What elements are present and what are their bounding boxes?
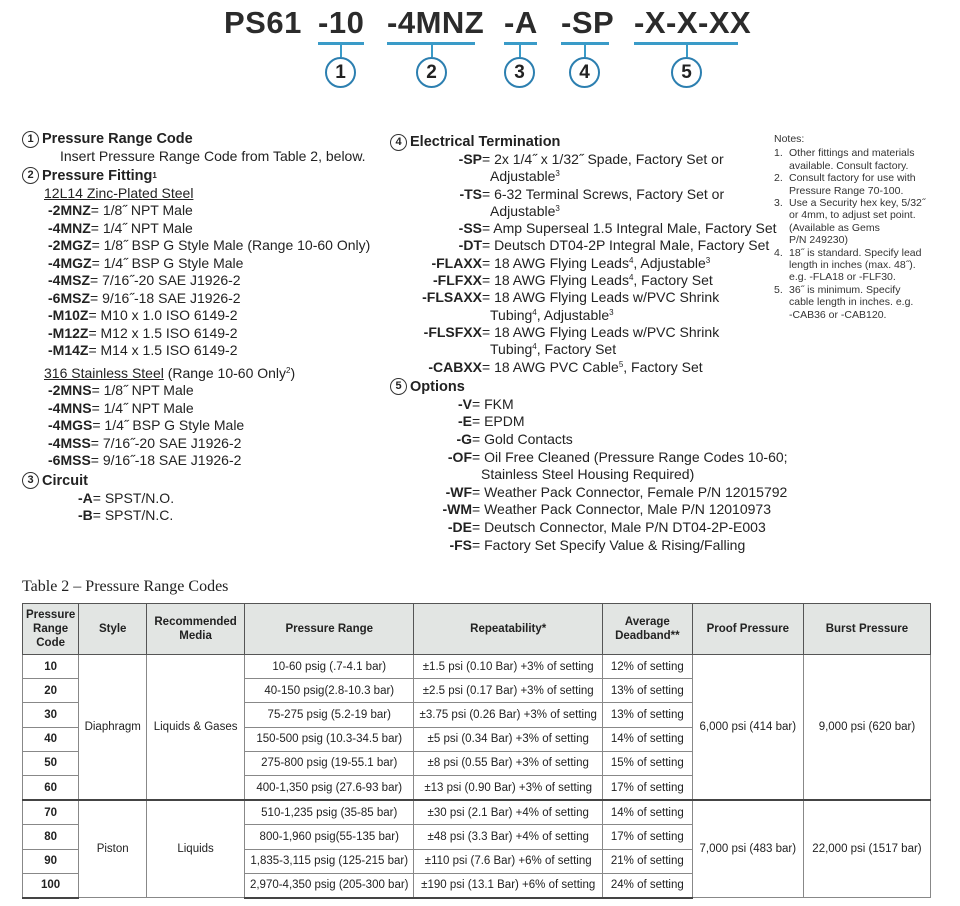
segment-number-circle-4: 4 <box>569 57 600 88</box>
item-code: -A <box>78 489 93 506</box>
cell-deadband: 15% of setting <box>602 751 692 775</box>
fitting-item <box>22 507 382 525</box>
part-number-segment-4: -SP <box>561 5 615 40</box>
cell-deadband: 17% of setting <box>602 825 692 849</box>
note-text <box>789 247 922 284</box>
option-item <box>390 537 770 555</box>
part-number-segment-2: -4MNZ <box>387 5 485 40</box>
spacer <box>390 466 472 484</box>
segment-connector-2 <box>431 44 433 57</box>
item-desc: = Weather Pack Connector, Female P/N 12015792 <box>472 483 788 500</box>
cell-code: 30 <box>23 703 79 727</box>
item-code: -FLSFXX <box>423 323 482 340</box>
section-pressure-fitting-heading: 2 Pressure Fitting 1 <box>22 167 382 185</box>
cell-pressure-range: 275-800 psig (19-55.1 bar) <box>245 751 414 775</box>
segment-number-circle-1: 1 <box>325 57 356 88</box>
cell-deadband: 14% of setting <box>602 727 692 751</box>
item-code: -DE <box>447 519 472 536</box>
note-line: P/N 249230) <box>789 234 848 247</box>
note-line: length in inches (max. 48˝). <box>789 259 916 272</box>
cell-pressure-range: 75-275 psig (5.2-19 bar) <box>245 703 414 727</box>
item-desc-end: , Adjustable <box>633 254 706 271</box>
cell-deadband: 13% of setting <box>602 703 692 727</box>
note-line: available. Consult factory. <box>789 159 909 172</box>
fitting-item <box>22 342 382 360</box>
item-desc <box>482 237 769 254</box>
header-deadband: Average Deadband** <box>602 604 692 655</box>
note-number: 4. <box>774 246 783 259</box>
cell-code: 20 <box>23 679 79 703</box>
part-number-segment-3: -A <box>504 5 538 40</box>
cell-pressure-range: 1,835-3,115 psig (125-215 bar) <box>245 849 414 873</box>
item-cont-end: , Adjustable <box>536 306 610 323</box>
note-number: 2. <box>774 172 783 185</box>
section-number-circle: 1 <box>22 131 39 148</box>
item-desc-text: = Amp Superseal 1.5 Integral Male, Factory Set <box>482 220 777 237</box>
section-number-circle: 4 <box>390 134 407 151</box>
table-header-row <box>23 604 931 655</box>
note-line: Pressure Range 70-100. <box>789 184 904 197</box>
item-desc <box>482 359 703 376</box>
item-desc: = FKM <box>472 395 514 412</box>
item-desc-text: = 18 AWG Flying Leads w/PVC Shrink <box>482 323 720 340</box>
termination-item-continued <box>390 341 770 358</box>
item-cont-end: , Factory Set <box>536 341 617 358</box>
fitting-item <box>22 452 382 470</box>
option-item <box>390 483 788 502</box>
item-code: -6MSZ <box>48 289 90 306</box>
note-item <box>774 197 954 247</box>
item-desc <box>482 186 724 203</box>
cell-code: 90 <box>23 849 79 873</box>
section-options-heading <box>390 378 770 396</box>
item-code: -M14Z <box>48 342 89 358</box>
steel-fitting-list <box>22 202 382 360</box>
note-text <box>789 197 925 247</box>
options-list <box>390 395 788 554</box>
cell-burst-pressure: 9,000 psi (620 bar) <box>803 655 930 801</box>
cell-repeatability: ±2.5 psi (0.17 Bar) +3% of setting <box>414 679 603 703</box>
option-item <box>390 396 770 414</box>
section-number-circle: 2 <box>22 167 39 184</box>
item-desc <box>482 151 724 168</box>
cell-code: 50 <box>23 751 79 775</box>
item-desc-text: = 2x 1/4˝ x 1/32˝ Spade, Factory Set or <box>482 151 724 167</box>
item-desc: = M10 x 1.0 ISO 6149-2 <box>88 307 238 323</box>
header-repeatability: Repeatability* <box>414 604 603 655</box>
note-line: Other fittings and materials <box>789 147 915 160</box>
notes-heading: Notes: <box>774 133 805 145</box>
item-desc: = SPST/N.C. <box>92 507 174 523</box>
note-text <box>789 172 916 197</box>
item-desc-end: , Factory Set <box>633 272 713 289</box>
note-item <box>774 172 954 197</box>
section-number-circle: 5 <box>390 378 407 395</box>
fitting-item <box>22 417 382 435</box>
item-desc-continued <box>482 341 616 358</box>
spacer <box>390 203 482 220</box>
item-code: -WM <box>442 501 472 518</box>
item-desc-continued <box>482 168 560 185</box>
segment-number-circle-3: 3 <box>504 57 535 88</box>
cell-code: 70 <box>23 800 79 825</box>
segment-connector-4 <box>584 44 586 57</box>
item-cont-text: Tubing <box>490 306 533 323</box>
cell-proof-pressure: 6,000 psi (414 bar) <box>692 655 803 801</box>
spacer <box>390 341 482 358</box>
item-code: -4MNS <box>48 399 92 416</box>
note-text <box>789 147 914 172</box>
part-number-segment-5: -X-X-XX <box>634 5 752 40</box>
header-proof-pressure: Proof Pressure <box>692 604 803 655</box>
item-code: -4MNZ <box>48 219 91 236</box>
cell-repeatability: ±1.5 psi (0.10 Bar) +3% of setting <box>414 655 603 679</box>
item-desc: = Factory Set Specify Value & Rising/Falling <box>472 536 746 553</box>
item-desc: = 1/8˝ NPT Male <box>90 202 193 218</box>
section-title: Pressure Range Code <box>42 131 193 147</box>
item-desc: = Oil Free Cleaned (Pressure Range Codes 10-60; <box>472 448 788 465</box>
item-desc: = 7/16˝-20 SAE J1926-2 <box>90 434 242 451</box>
cell-burst-pressure: 22,000 psi (1517 bar) <box>803 800 930 898</box>
cell-repeatability: ±110 psi (7.6 Bar) +6% of setting <box>414 849 603 873</box>
option-item <box>390 501 770 519</box>
cell-deadband: 12% of setting <box>602 655 692 679</box>
cell-deadband: 13% of setting <box>602 679 692 703</box>
cell-pressure-range: 10-60 psig (.7-4.1 bar) <box>245 655 414 679</box>
spacer <box>390 168 482 185</box>
cell-deadband: 21% of setting <box>602 849 692 873</box>
item-code: -M10Z <box>48 307 89 323</box>
segment-connector-1 <box>340 44 342 57</box>
option-item <box>390 431 770 449</box>
circuit-list <box>22 490 382 525</box>
fitting-item <box>22 400 382 418</box>
table-row <box>23 655 931 679</box>
segment-number-circle-2: 2 <box>416 57 447 88</box>
note-line: cable length in inches. e.g. <box>789 296 914 309</box>
note-item <box>774 147 954 172</box>
fitting-item <box>22 307 382 325</box>
cell-code: 100 <box>23 873 79 898</box>
item-desc: = 9/16˝-18 SAE J1926-2 <box>90 289 241 306</box>
option-item-continued <box>390 466 770 484</box>
fitting-item <box>22 237 382 255</box>
item-code: -B <box>78 507 93 523</box>
fitting-item <box>22 255 382 273</box>
item-desc: = 1/4˝ NPT Male <box>91 399 194 416</box>
cell-pressure-range: 800-1,960 psig(55-135 bar) <box>245 825 414 849</box>
note-line: 18˝ is standard. Specify lead <box>789 246 922 259</box>
item-desc-text: = 18 AWG Flying Leads <box>482 254 629 271</box>
item-code: -SP <box>458 151 482 167</box>
electrical-termination-list <box>390 151 777 376</box>
item-code: -2MNZ <box>48 202 91 218</box>
cell-repeatability: ±190 psi (13.1 Bar) +6% of setting <box>414 873 603 898</box>
note-line: 36˝ is minimum. Specify <box>789 283 901 296</box>
section-pressure-range-code-heading <box>22 130 382 148</box>
item-desc: = 7/16˝-20 SAE J1926-2 <box>90 272 241 288</box>
cell-code: 60 <box>23 775 79 800</box>
item-desc: = Weather Pack Connector, Male P/N 12010973 <box>472 501 771 518</box>
footnote-ref: 4 <box>532 307 537 317</box>
item-code: -FLAXX <box>431 254 482 271</box>
footnote-ref: 3 <box>609 307 614 317</box>
note-number: 5. <box>774 283 783 296</box>
section-title: Circuit <box>42 472 88 489</box>
footnote-ref: 3 <box>555 169 560 179</box>
item-code: -WF <box>445 483 472 500</box>
cell-repeatability: ±3.75 psi (0.26 Bar) +3% of setting <box>414 703 603 727</box>
item-code: -V <box>458 395 472 412</box>
footnote-ref: 3 <box>705 255 711 265</box>
item-code: -OF <box>447 448 472 465</box>
table-title: Table 2 – Pressure Range Codes <box>22 578 229 595</box>
cell-media: Liquids <box>147 800 245 898</box>
section-title: Electrical Termination <box>410 134 561 150</box>
fitting-item <box>22 202 382 220</box>
termination-item <box>390 220 777 237</box>
stainless-note: (Range 10-60 Only <box>163 364 287 381</box>
item-cont-text: Adjustable <box>490 202 556 219</box>
footnote-ref: 5 <box>618 359 624 369</box>
footnote-ref: 4 <box>628 273 634 283</box>
cell-code: 40 <box>23 727 79 751</box>
pressure-range-code-text: Insert Pressure Range Code from Table 2, below. <box>60 148 366 164</box>
item-code: -SS <box>458 220 482 237</box>
section-electrical-termination-heading <box>390 133 770 151</box>
fitting-item <box>22 220 382 238</box>
stainless-subheading: 316 Stainless Steel (Range 10-60 Only$^2$) <box>44 364 296 381</box>
section-number-circle: 3 <box>22 472 39 489</box>
cell-pressure-range: 150-500 psig (10.3-34.5 bar) <box>245 727 414 751</box>
cell-deadband: 17% of setting <box>602 775 692 800</box>
termination-item <box>390 272 770 289</box>
cell-repeatability: ±8 psi (0.55 Bar) +3% of setting <box>414 751 603 775</box>
header-code: Pressure Range Code <box>23 604 79 655</box>
item-code: -4MSZ <box>48 272 90 288</box>
option-item <box>390 519 770 537</box>
item-desc-text: = 18 AWG PVC Cable <box>482 358 619 375</box>
cell-style: Diaphragm <box>79 655 147 801</box>
item-code: -FLFXX <box>433 272 482 289</box>
note-line: e.g. -FLA18 or -FLF30. <box>789 271 896 284</box>
item-desc: = 1/4˝ NPT Male <box>90 219 193 236</box>
note-item <box>774 284 954 321</box>
fitting-item <box>22 435 382 453</box>
item-code: -4MGZ <box>48 254 92 271</box>
fitting-item <box>22 290 382 308</box>
item-code: -M12Z <box>48 324 89 341</box>
item-desc: = 1/4˝ BSP G Style Male <box>91 254 244 271</box>
cell-deadband: 14% of setting <box>602 800 692 825</box>
cell-repeatability: ±13 psi (0.90 Bar) +3% of setting <box>414 775 603 800</box>
item-desc-end: , Factory Set <box>623 358 703 375</box>
header-pressure-range: Pressure Range <box>245 604 414 655</box>
pressure-range-table <box>22 603 931 899</box>
stainless-fitting-list <box>22 382 382 470</box>
cell-repeatability: ±48 psi (3.3 Bar) +4% of setting <box>414 825 603 849</box>
item-code: -FS <box>449 536 472 553</box>
note-line: or 4mm, to adjust set point. <box>789 209 916 222</box>
cell-style: Piston <box>79 800 147 898</box>
cell-repeatability: ±30 psi (2.1 Bar) +4% of setting <box>414 800 603 825</box>
termination-item <box>390 237 770 254</box>
item-desc <box>482 289 719 306</box>
footnote-ref: 3 <box>555 203 560 213</box>
cell-media: Liquids & Gases <box>147 655 245 801</box>
spec-column-left <box>22 130 382 525</box>
note-line: Use a Security hex key, 5/32˝ <box>789 197 926 210</box>
cell-repeatability: ±5 psi (0.34 Bar) +3% of setting <box>414 727 603 751</box>
item-code: -DT <box>458 237 482 254</box>
option-item <box>390 448 788 467</box>
cell-code: 10 <box>23 655 79 679</box>
termination-item <box>390 186 770 203</box>
item-desc-text: = Deutsch DT04-2P Integral Male, Factory Set <box>482 237 770 254</box>
part-number-base: PS61 <box>224 5 302 40</box>
cell-pressure-range: 400-1,350 psig (27.6-93 bar) <box>245 775 414 800</box>
item-desc: = Deutsch Connector, Male P/N DT04-2P-E003 <box>472 519 766 536</box>
item-desc-text: = 18 AWG Flying Leads w/PVC Shrink <box>482 289 720 306</box>
item-desc <box>482 220 777 237</box>
item-desc <box>482 255 710 272</box>
item-desc: = EPDM <box>472 413 525 430</box>
termination-item-continued <box>390 168 770 185</box>
notes-list <box>774 147 954 321</box>
segment-connector-5 <box>686 44 688 57</box>
termination-item <box>390 289 770 306</box>
item-code: -2MNS <box>48 382 92 398</box>
cell-code: 80 <box>23 825 79 849</box>
part-number-segment-1: -10 <box>318 5 365 40</box>
cell-deadband: 24% of setting <box>602 873 692 898</box>
item-desc <box>482 272 713 289</box>
footnote-ref: 4 <box>532 342 537 352</box>
spacer <box>390 307 482 324</box>
termination-item <box>390 324 770 341</box>
item-desc: = SPST/N.O. <box>92 489 175 506</box>
fitting-item <box>22 272 382 290</box>
header-burst-pressure: Burst Pressure <box>803 604 930 655</box>
stainless-heading: 316 Stainless Steel <box>44 364 164 381</box>
item-desc: = M12 x 1.5 ISO 6149-2 <box>88 324 238 341</box>
cell-pressure-range: 510-1,235 psig (35-85 bar) <box>245 800 414 825</box>
note-text <box>789 284 913 321</box>
section-title: Options <box>410 378 465 395</box>
option-item <box>390 413 770 431</box>
termination-item <box>390 151 770 168</box>
segment-number-circle-5: 5 <box>671 57 702 88</box>
fitting-item <box>22 382 382 400</box>
item-code: -2MGZ <box>48 237 92 253</box>
notes-panel <box>774 133 954 321</box>
note-line: -CAB36 or -CAB120. <box>789 308 887 321</box>
table-row <box>23 800 931 825</box>
note-line: (Available as Gems <box>789 221 880 234</box>
item-cont-text: Adjustable <box>490 168 556 185</box>
item-desc-continued: Stainless Steel Housing Required) <box>481 466 695 483</box>
spec-column-middle <box>390 133 788 554</box>
cell-pressure-range: 2,970-4,350 psig (205-300 bar) <box>245 873 414 898</box>
item-desc: = 1/4˝ BSP G Style Male <box>92 417 245 433</box>
footnote-ref: 2 <box>286 365 291 375</box>
item-code: -FLSAXX <box>422 289 482 306</box>
item-code: -CABXX <box>428 358 482 375</box>
cell-pressure-range: 40-150 psig(2.8-10.3 bar) <box>245 679 414 703</box>
item-code: -E <box>458 413 472 430</box>
item-cont-text: Tubing <box>490 341 533 358</box>
segment-connector-3 <box>519 44 521 57</box>
fitting-item <box>22 490 382 508</box>
note-item <box>774 247 954 284</box>
item-code: -4MGS <box>48 417 93 433</box>
item-desc: = M14 x 1.5 ISO 6149-2 <box>88 342 238 358</box>
item-code: -G <box>456 431 472 448</box>
item-desc-continued <box>482 307 614 324</box>
section-title: Pressure Fitting <box>42 167 153 184</box>
cell-proof-pressure: 7,000 psi (483 bar) <box>692 800 803 898</box>
header-media: Recommended Media <box>147 604 245 655</box>
item-desc-text: = 18 AWG Flying Leads <box>482 272 629 289</box>
item-desc: = 1/8˝ NPT Male <box>91 382 194 398</box>
note-line: Consult factory for use with <box>789 172 916 185</box>
termination-item-continued <box>390 307 770 324</box>
item-desc: = 9/16˝-18 SAE J1926-2 <box>90 452 242 468</box>
item-desc <box>482 324 719 341</box>
item-desc-continued <box>482 203 560 220</box>
item-desc: = 1/8˝ BSP G Style Male (Range 10-60 Only) <box>91 237 371 253</box>
item-code: -4MSS <box>48 434 91 451</box>
note-number: 1. <box>774 147 783 160</box>
termination-item <box>390 359 770 376</box>
item-code: -TS <box>459 185 482 202</box>
header-style: Style <box>79 604 147 655</box>
note-number: 3. <box>774 197 783 210</box>
item-desc-text: = 6-32 Terminal Screws, Factory Set or <box>482 185 725 202</box>
termination-item <box>390 255 770 272</box>
footnote-ref: 4 <box>628 255 634 265</box>
termination-item-continued <box>390 203 770 220</box>
fitting-item <box>22 325 382 343</box>
steel-subheading: 12L14 Zinc-Plated Steel <box>44 184 194 201</box>
section-circuit-heading <box>22 472 382 490</box>
item-desc: = Gold Contacts <box>472 431 573 448</box>
item-code: -6MSS <box>48 452 91 468</box>
